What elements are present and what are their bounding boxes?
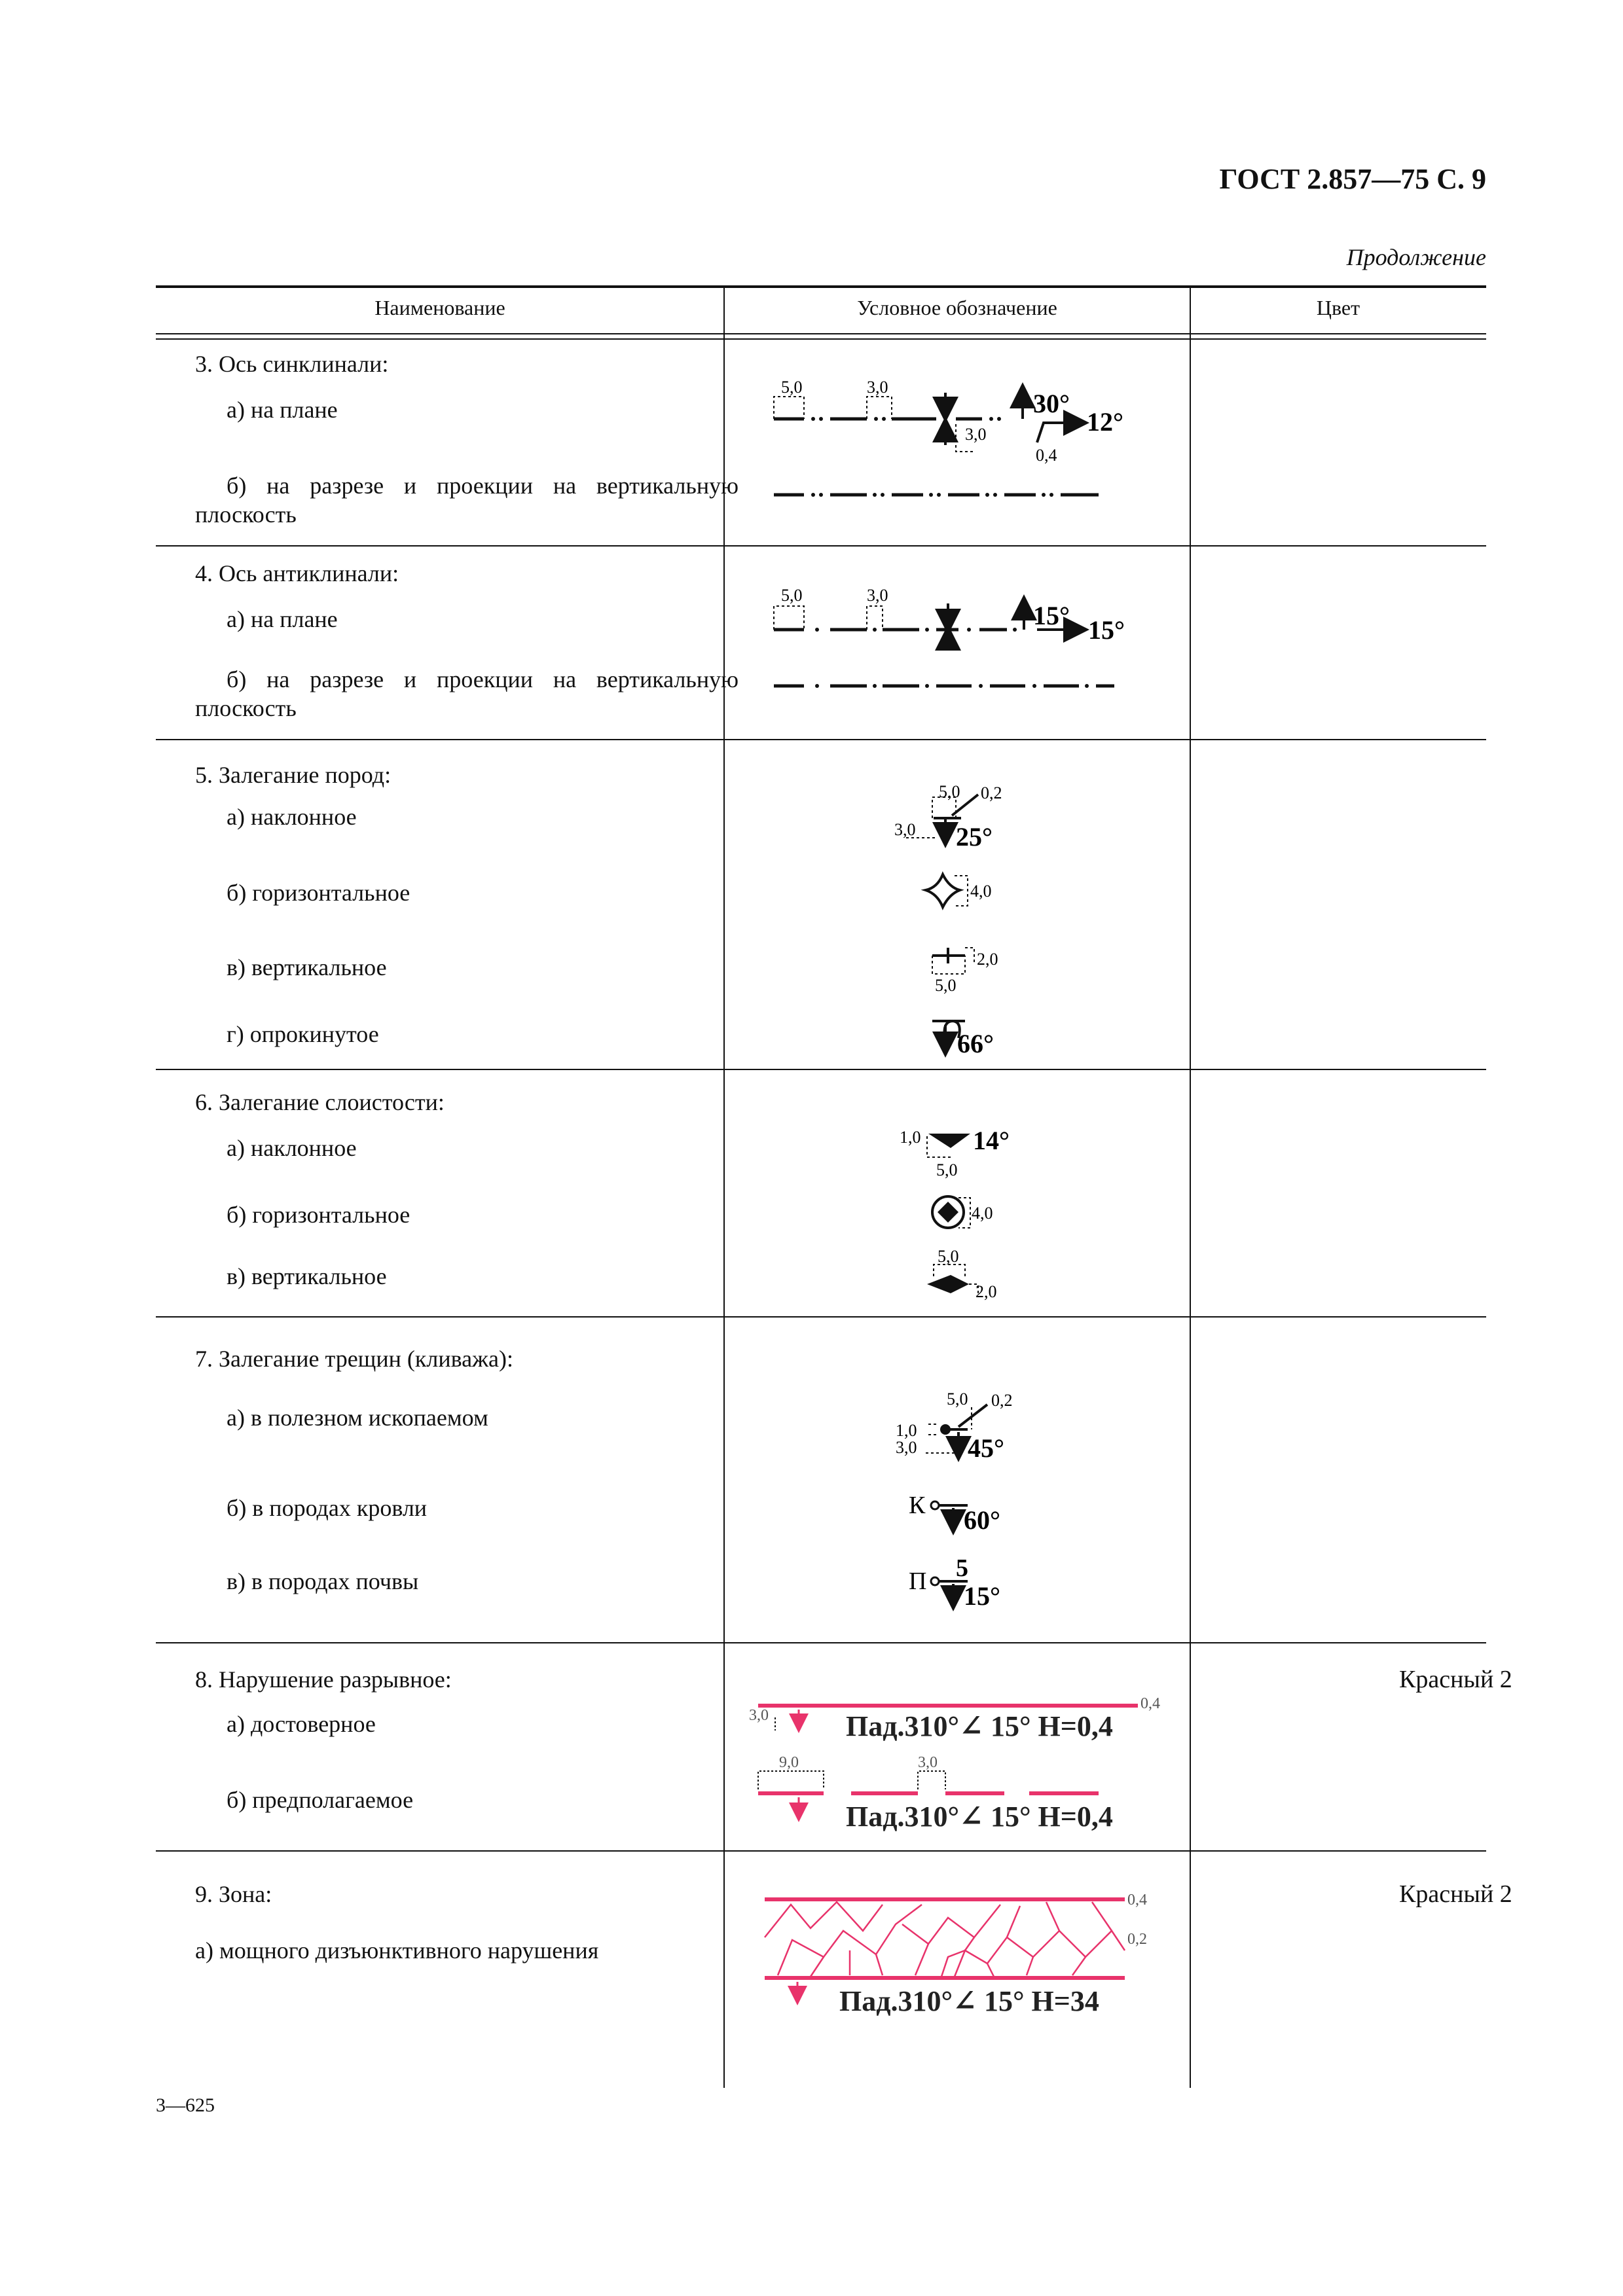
syncline-dim-1: 5,0 <box>781 378 803 397</box>
rock-horizontal-dim: 4,0 <box>970 882 992 901</box>
document-header: ГОСТ 2.857—75 С. 9 <box>1219 163 1486 195</box>
row-8-item-a: а) достоверное <box>227 1711 376 1737</box>
rock-overturned-angle: 66° <box>957 1029 994 1058</box>
row-4-item-b: б) на разрезе и проекции на вертикальную плоскость <box>195 666 739 721</box>
rock-inclined-dim-2: 0,2 <box>981 783 1002 802</box>
fracture-mineral-symbol <box>896 1390 1013 1463</box>
continuation-label: Продолжение <box>1346 244 1486 270</box>
row-5-item-b: б) горизонтальное <box>227 880 410 906</box>
row-7-item-b: б) в породах кровли <box>227 1495 428 1521</box>
fault-reliable-symbol <box>749 1695 1160 1742</box>
row-7-title: 7. Залегание трещин (кливажа): <box>195 1346 513 1372</box>
fault-zone-symbol <box>765 1892 1147 2017</box>
rock-inclined-dim-1: 5,0 <box>939 782 960 801</box>
row-4-title: 4. Ось антиклинали: <box>195 560 399 586</box>
fracture-mineral-dim-3: 1,0 <box>896 1421 917 1440</box>
row-9-item-a: а) мощного дизъюнктивного нарушения <box>195 1937 599 1964</box>
column-header-symbol: Условное обозначение <box>857 296 1057 319</box>
bedding-horizontal-symbol <box>932 1196 993 1228</box>
fracture-mineral-dim-4: 3,0 <box>896 1438 917 1457</box>
row-9-title: 9. Зона: <box>195 1881 272 1907</box>
row-5-item-d: г) опрокинутое <box>227 1021 379 1047</box>
fracture-floor-symbol <box>909 1554 1000 1611</box>
row-6-item-b: б) горизонтальное <box>227 1202 410 1228</box>
row-6-item-a: а) наклонное <box>227 1135 357 1161</box>
column-header-name: Наименование <box>374 296 505 319</box>
anticline-dim-1: 5,0 <box>781 586 803 605</box>
column-header-color: Цвет <box>1316 296 1360 319</box>
row-8-item-b: б) предполагаемое <box>227 1787 414 1813</box>
fault-reliable-dim-1: 3,0 <box>749 1707 769 1724</box>
fault-probable-dim-2: 3,0 <box>918 1754 938 1771</box>
rock-overturned-symbol <box>932 1021 994 1058</box>
fracture-mineral-dim-1: 5,0 <box>947 1390 968 1408</box>
row-8-color: Красный 2 <box>1399 1666 1512 1693</box>
rock-vertical-symbol <box>932 948 998 995</box>
row-3-item-b: б) на разрезе и проекции на вертикальную плоскость <box>195 473 739 528</box>
bedding-inclined-angle: 14° <box>973 1126 1010 1155</box>
fault-reliable-dim-2: 0,4 <box>1140 1695 1160 1712</box>
fault-probable-dim-1: 9,0 <box>779 1754 799 1771</box>
syncline-angle-1: 30° <box>1033 389 1070 418</box>
fault-zone-dim-2: 0,2 <box>1127 1931 1147 1948</box>
row-5-title: 5. Залегание пород: <box>195 762 392 788</box>
syncline-plan-symbol <box>774 378 1123 465</box>
syncline-dim-4: 0,4 <box>1036 446 1057 465</box>
rock-inclined-symbol <box>894 782 1002 852</box>
bedding-inclined-symbol <box>900 1126 1010 1179</box>
fault-probable-label: Пад.310°∠ 15° Н=0,4 <box>846 1801 1113 1833</box>
fault-probable-symbol <box>758 1754 1113 1833</box>
rock-horizontal-symbol <box>926 874 992 907</box>
fracture-floor-letter: П <box>909 1568 927 1595</box>
fracture-floor-number: 5 <box>956 1554 968 1582</box>
page-code: 3—625 <box>156 2094 215 2116</box>
row-9-color: Красный 2 <box>1399 1880 1512 1908</box>
fault-zone-label: Пад.310°∠ 15° Н=34 <box>839 1985 1099 2017</box>
bedding-inclined-dim-2: 5,0 <box>936 1160 958 1179</box>
row-5-item-c: в) вертикальное <box>227 954 387 980</box>
fault-zone-dim-1: 0,4 <box>1127 1892 1147 1909</box>
syncline-dim-3: 3,0 <box>965 425 987 444</box>
anticline-plan-symbol <box>774 586 1125 648</box>
fracture-mineral-angle: 45° <box>968 1433 1004 1463</box>
symbols-table <box>156 0 1512 2296</box>
bedding-vertical-symbol <box>927 1247 997 1301</box>
rock-inclined-angle: 25° <box>956 822 993 852</box>
rock-vertical-dim-2: 5,0 <box>935 976 957 995</box>
fracture-mineral-dim-2: 0,2 <box>991 1391 1013 1410</box>
row-6-title: 6. Залегание слоистости: <box>195 1089 445 1115</box>
row-8-title: 8. Нарушение разрывное: <box>195 1666 452 1693</box>
anticline-dim-2: 3,0 <box>867 586 888 605</box>
rock-inclined-dim-3: 3,0 <box>894 820 916 839</box>
rock-vertical-dim-1: 2,0 <box>977 950 998 969</box>
syncline-section-symbol <box>774 493 1099 497</box>
anticline-angle-2: 15° <box>1088 615 1125 645</box>
fracture-roof-symbol <box>909 1492 1000 1535</box>
anticline-angle-1: 15° <box>1033 601 1070 630</box>
syncline-dim-2: 3,0 <box>867 378 888 397</box>
bedding-inclined-dim-1: 1,0 <box>900 1128 921 1147</box>
fracture-roof-letter: К <box>909 1492 926 1519</box>
symbols-drawing <box>156 0 1486 2296</box>
fault-reliable-label: Пад.310°∠ 15° Н=0,4 <box>846 1710 1113 1742</box>
fracture-floor-angle: 15° <box>964 1581 1000 1611</box>
row-4-item-a: а) на плане <box>227 606 338 632</box>
row-5-item-a: а) наклонное <box>227 804 357 830</box>
bedding-vertical-dim-2: 2,0 <box>976 1282 997 1301</box>
row-3-title: 3. Ось синклинали: <box>195 351 389 377</box>
bedding-horizontal-dim: 4,0 <box>972 1204 993 1223</box>
bedding-vertical-dim-1: 5,0 <box>938 1247 959 1266</box>
row-7-item-c: в) в породах почвы <box>227 1568 419 1594</box>
anticline-section-symbol <box>774 684 1114 688</box>
row-7-item-a: а) в полезном ископаемом <box>227 1405 488 1431</box>
row-3-item-a: а) на плане <box>227 397 338 423</box>
syncline-angle-2: 12° <box>1087 407 1123 437</box>
fracture-roof-angle: 60° <box>964 1505 1000 1535</box>
row-6-item-c: в) вертикальное <box>227 1263 387 1289</box>
